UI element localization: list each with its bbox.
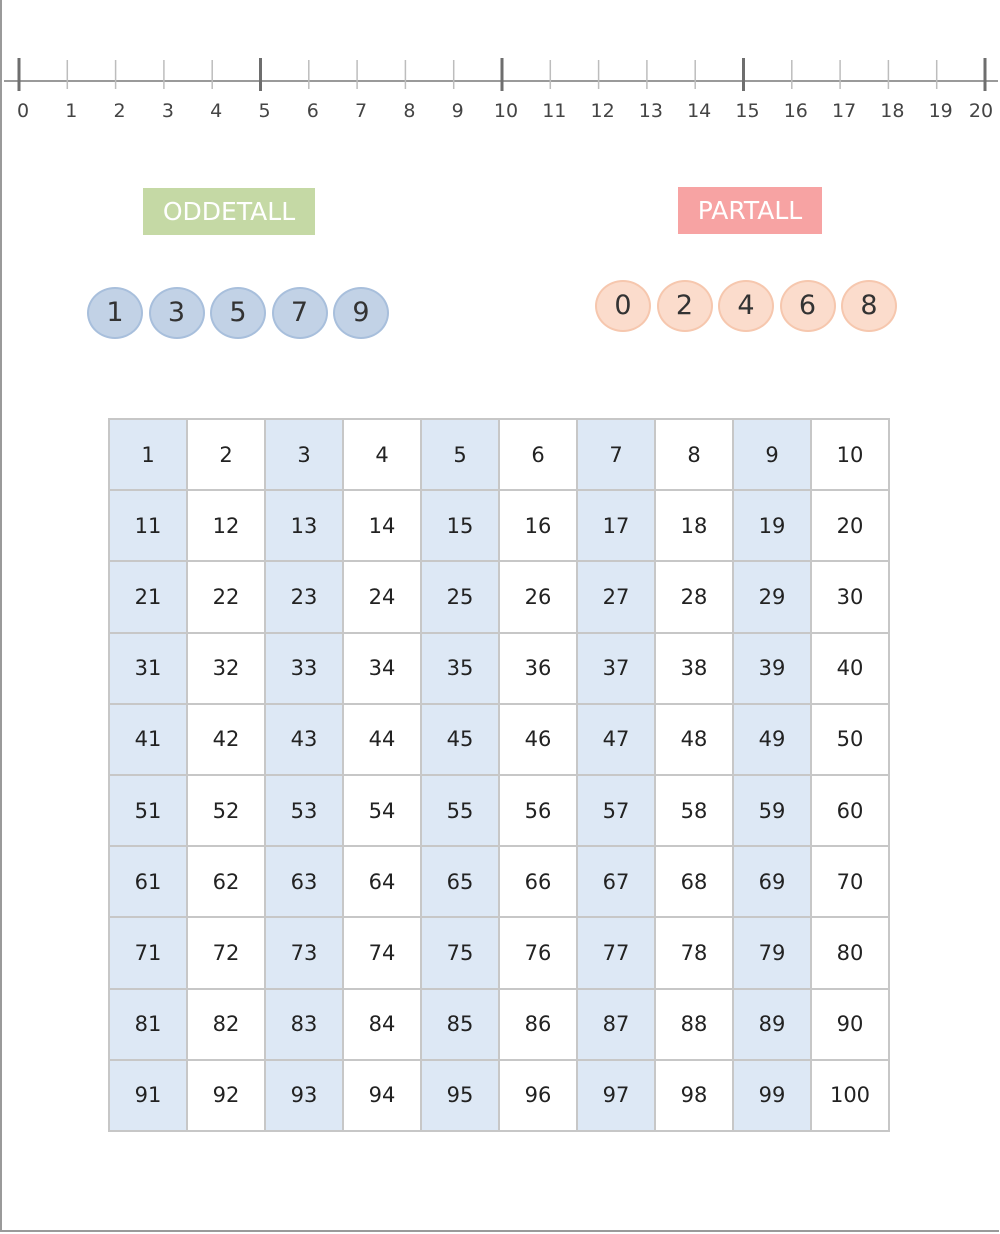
number-line-label: 17 bbox=[832, 100, 857, 122]
even-digit-bubble: 0 bbox=[595, 280, 651, 332]
number-line-label: 11 bbox=[542, 100, 567, 122]
chart-cell: 11 bbox=[109, 490, 187, 561]
chart-cell: 22 bbox=[187, 561, 265, 632]
chart-cell: 31 bbox=[109, 633, 187, 704]
chart-cell: 54 bbox=[343, 775, 421, 846]
chart-cell: 58 bbox=[655, 775, 733, 846]
chart-cell: 96 bbox=[499, 1060, 577, 1131]
chart-cell: 21 bbox=[109, 561, 187, 632]
number-line-label: 8 bbox=[403, 100, 416, 122]
number-line-label: 14 bbox=[687, 100, 712, 122]
even-digit-bubble: 2 bbox=[657, 280, 713, 332]
chart-cell: 56 bbox=[499, 775, 577, 846]
chart-cell: 98 bbox=[655, 1060, 733, 1131]
chart-cell: 99 bbox=[733, 1060, 811, 1131]
chart-cell: 69 bbox=[733, 846, 811, 917]
chart-cell: 19 bbox=[733, 490, 811, 561]
chart-cell: 26 bbox=[499, 561, 577, 632]
chart-cell: 7 bbox=[577, 419, 655, 490]
chart-cell: 77 bbox=[577, 917, 655, 988]
chart-cell: 49 bbox=[733, 704, 811, 775]
chart-cell: 81 bbox=[109, 989, 187, 1060]
chart-cell: 9 bbox=[733, 419, 811, 490]
chart-cell: 14 bbox=[343, 490, 421, 561]
number-line-label: 9 bbox=[451, 100, 464, 122]
chart-cell: 67 bbox=[577, 846, 655, 917]
chart-cell: 16 bbox=[499, 490, 577, 561]
chart-cell: 84 bbox=[343, 989, 421, 1060]
chart-cell: 24 bbox=[343, 561, 421, 632]
chart-cell: 38 bbox=[655, 633, 733, 704]
chart-cell: 55 bbox=[421, 775, 499, 846]
chart-cell: 51 bbox=[109, 775, 187, 846]
chart-cell: 28 bbox=[655, 561, 733, 632]
chart-cell: 46 bbox=[499, 704, 577, 775]
chart-cell: 75 bbox=[421, 917, 499, 988]
chart-row bbox=[109, 989, 889, 1060]
chart-cell: 94 bbox=[343, 1060, 421, 1131]
odd-digit-bubble: 1 bbox=[87, 287, 143, 339]
hundred-chart bbox=[108, 418, 890, 1132]
even-digit-bubble: 4 bbox=[718, 280, 774, 332]
chart-cell: 29 bbox=[733, 561, 811, 632]
chart-cell: 10 bbox=[811, 419, 889, 490]
number-line-label: 0 bbox=[16, 100, 30, 122]
chart-cell: 1 bbox=[109, 419, 187, 490]
number-line-label: 16 bbox=[783, 100, 808, 122]
chart-cell: 78 bbox=[655, 917, 733, 988]
chart-cell: 97 bbox=[577, 1060, 655, 1131]
chart-cell: 72 bbox=[187, 917, 265, 988]
even-digit-bubble: 8 bbox=[841, 280, 897, 332]
odd-numbers-label: ODDETALL bbox=[143, 188, 315, 235]
chart-cell: 40 bbox=[811, 633, 889, 704]
chart-cell: 4 bbox=[343, 419, 421, 490]
number-line-label: 12 bbox=[590, 100, 615, 122]
odd-digit-bubble: 5 bbox=[210, 287, 266, 339]
chart-cell: 33 bbox=[265, 633, 343, 704]
chart-row bbox=[109, 561, 889, 632]
chart-cell: 37 bbox=[577, 633, 655, 704]
chart-cell: 79 bbox=[733, 917, 811, 988]
chart-cell: 89 bbox=[733, 989, 811, 1060]
chart-cell: 87 bbox=[577, 989, 655, 1060]
chart-cell: 95 bbox=[421, 1060, 499, 1131]
chart-cell: 73 bbox=[265, 917, 343, 988]
number-line-label: 15 bbox=[735, 100, 760, 122]
chart-cell: 76 bbox=[499, 917, 577, 988]
number-line-label: 19 bbox=[928, 100, 953, 122]
chart-cell: 3 bbox=[265, 419, 343, 490]
chart-cell: 20 bbox=[811, 490, 889, 561]
chart-cell: 45 bbox=[421, 704, 499, 775]
number-line-label: 5 bbox=[258, 100, 271, 122]
chart-cell: 35 bbox=[421, 633, 499, 704]
chart-cell: 61 bbox=[109, 846, 187, 917]
chart-cell: 36 bbox=[499, 633, 577, 704]
chart-cell: 39 bbox=[733, 633, 811, 704]
chart-cell: 83 bbox=[265, 989, 343, 1060]
chart-cell: 44 bbox=[343, 704, 421, 775]
chart-row bbox=[109, 704, 889, 775]
chart-cell: 92 bbox=[187, 1060, 265, 1131]
chart-cell: 52 bbox=[187, 775, 265, 846]
odd-digit-bubble: 3 bbox=[149, 287, 205, 339]
chart-cell: 64 bbox=[343, 846, 421, 917]
chart-cell: 86 bbox=[499, 989, 577, 1060]
number-line-label: 7 bbox=[355, 100, 368, 122]
number-line-label: 18 bbox=[880, 100, 905, 122]
chart-cell: 17 bbox=[577, 490, 655, 561]
chart-cell: 82 bbox=[187, 989, 265, 1060]
odd-digit-bubble: 7 bbox=[272, 287, 328, 339]
chart-cell: 53 bbox=[265, 775, 343, 846]
even-digit-bubble: 6 bbox=[780, 280, 836, 332]
chart-cell: 50 bbox=[811, 704, 889, 775]
number-line-label: 20 bbox=[968, 100, 994, 122]
chart-cell: 71 bbox=[109, 917, 187, 988]
chart-cell: 15 bbox=[421, 490, 499, 561]
chart-cell: 100 bbox=[811, 1060, 889, 1131]
number-line-label: 13 bbox=[638, 100, 663, 122]
number-line-label: 3 bbox=[161, 100, 174, 122]
chart-cell: 66 bbox=[499, 846, 577, 917]
chart-cell: 68 bbox=[655, 846, 733, 917]
chart-cell: 60 bbox=[811, 775, 889, 846]
number-line-label: 10 bbox=[493, 100, 519, 122]
chart-cell: 65 bbox=[421, 846, 499, 917]
chart-cell: 62 bbox=[187, 846, 265, 917]
chart-cell: 5 bbox=[421, 419, 499, 490]
chart-cell: 8 bbox=[655, 419, 733, 490]
chart-cell: 43 bbox=[265, 704, 343, 775]
chart-cell: 80 bbox=[811, 917, 889, 988]
number-line-label: 6 bbox=[306, 100, 319, 122]
chart-cell: 47 bbox=[577, 704, 655, 775]
chart-cell: 93 bbox=[265, 1060, 343, 1131]
chart-row bbox=[109, 775, 889, 846]
chart-cell: 59 bbox=[733, 775, 811, 846]
chart-cell: 90 bbox=[811, 989, 889, 1060]
chart-cell: 25 bbox=[421, 561, 499, 632]
chart-cell: 85 bbox=[421, 989, 499, 1060]
chart-cell: 63 bbox=[265, 846, 343, 917]
chart-cell: 34 bbox=[343, 633, 421, 704]
number-line bbox=[0, 0, 1000, 140]
chart-cell: 41 bbox=[109, 704, 187, 775]
chart-cell: 42 bbox=[187, 704, 265, 775]
odd-digit-bubble: 9 bbox=[333, 287, 389, 339]
chart-row bbox=[109, 490, 889, 561]
chart-cell: 12 bbox=[187, 490, 265, 561]
chart-cell: 13 bbox=[265, 490, 343, 561]
chart-cell: 88 bbox=[655, 989, 733, 1060]
even-numbers-label: PARTALL bbox=[678, 187, 822, 234]
chart-cell: 57 bbox=[577, 775, 655, 846]
chart-cell: 6 bbox=[499, 419, 577, 490]
chart-row bbox=[109, 1060, 889, 1131]
chart-cell: 74 bbox=[343, 917, 421, 988]
chart-cell: 27 bbox=[577, 561, 655, 632]
chart-cell: 23 bbox=[265, 561, 343, 632]
chart-cell: 32 bbox=[187, 633, 265, 704]
chart-row bbox=[109, 917, 889, 988]
chart-row bbox=[109, 419, 889, 490]
number-line-label: 1 bbox=[65, 100, 78, 122]
number-line-label: 4 bbox=[210, 100, 223, 122]
chart-cell: 18 bbox=[655, 490, 733, 561]
chart-row bbox=[109, 633, 889, 704]
chart-cell: 48 bbox=[655, 704, 733, 775]
chart-cell: 70 bbox=[811, 846, 889, 917]
chart-cell: 30 bbox=[811, 561, 889, 632]
chart-row bbox=[109, 846, 889, 917]
chart-cell: 91 bbox=[109, 1060, 187, 1131]
chart-cell: 2 bbox=[187, 419, 265, 490]
number-line-label: 2 bbox=[113, 100, 126, 122]
